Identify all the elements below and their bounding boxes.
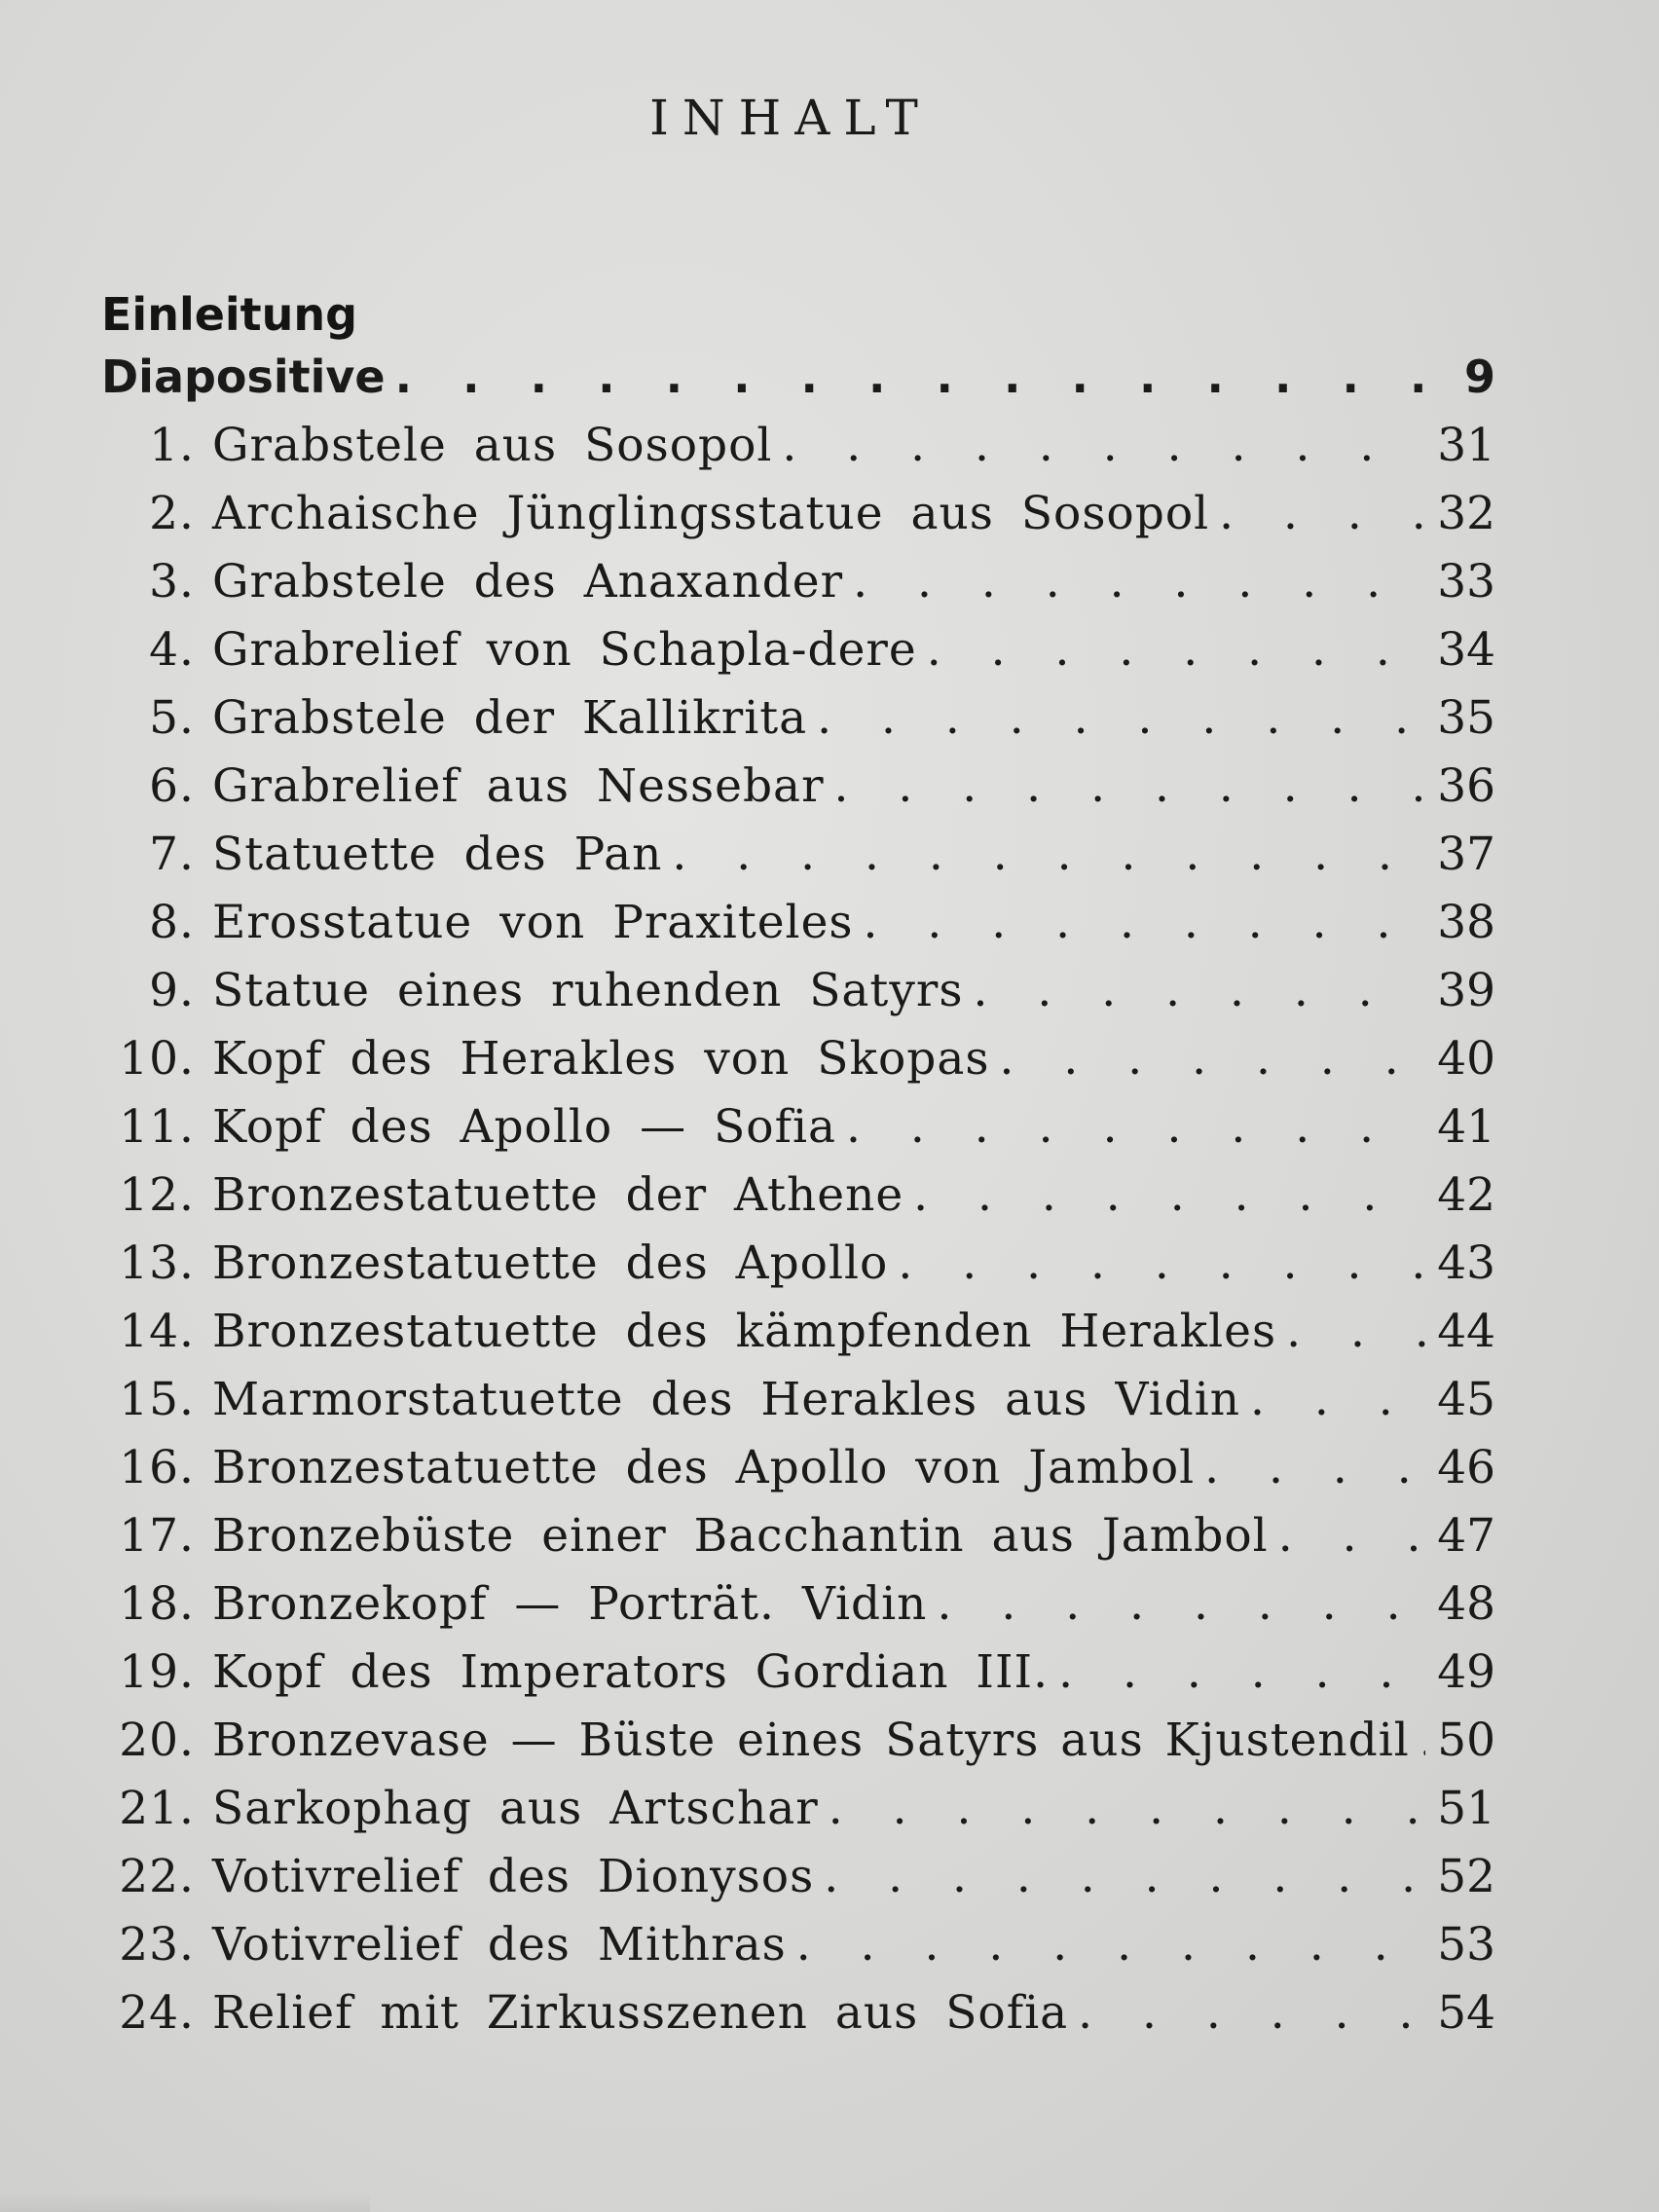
toc-number: 7. (149, 828, 195, 881)
toc-number: 11. (119, 1100, 195, 1154)
toc-title: Grabrelief von Schapla-dere (212, 623, 917, 677)
leader-dots (1078, 1986, 1425, 2040)
toc-page: 41 (1437, 1100, 1495, 1154)
toc-page: 48 (1437, 1577, 1495, 1631)
toc-number: 8. (149, 896, 195, 949)
toc-page: 50 (1437, 1714, 1495, 1767)
toc-title: Archaische Jünglingsstatue aus Sosopol (212, 487, 1210, 540)
toc-number: 20. (119, 1714, 195, 1767)
toc-entry (101, 1305, 1495, 1369)
toc-number: 2. (149, 487, 195, 540)
toc-title: Statuette des Pan (212, 828, 663, 881)
toc-number: 5. (149, 691, 195, 745)
toc-page: 47 (1437, 1509, 1495, 1563)
toc-number: 21. (119, 1782, 195, 1835)
toc-entry-diapositive (101, 350, 1495, 415)
leader-dots (898, 1236, 1425, 1290)
toc-title: Diapositive (101, 350, 386, 403)
toc-number: 14. (119, 1305, 195, 1358)
leader-dots (395, 350, 1425, 403)
toc-title: Kopf des Imperators Gordian III. (212, 1645, 1050, 1699)
toc-entry (101, 1236, 1495, 1301)
leader-dots (937, 1577, 1425, 1631)
toc-number: 24. (119, 1986, 195, 2040)
toc-entry (101, 691, 1495, 756)
leader-dots (1286, 1305, 1425, 1358)
toc-page: 45 (1437, 1373, 1495, 1426)
toc-title: Erosstatue von Praxiteles (212, 896, 854, 949)
leader-dots (796, 1918, 1425, 1972)
toc-number: 23. (119, 1918, 195, 1972)
toc-title: Bronzestatuette des kämpfenden Herakles (212, 1305, 1277, 1358)
toc-number: 15. (119, 1373, 195, 1426)
leader-dots (824, 1850, 1425, 1903)
leader-dots (1250, 1373, 1425, 1426)
leader-dots (1204, 1441, 1425, 1494)
toc-entry (101, 1100, 1495, 1164)
toc-number: 10. (119, 1032, 195, 1086)
toc-page: 40 (1437, 1032, 1495, 1086)
toc-number: 19. (119, 1645, 195, 1699)
toc-title: Grabstele aus Sosopol (212, 419, 773, 472)
toc-page: 38 (1437, 896, 1495, 949)
toc-title: Marmorstatuette des Herakles aus Vidin (212, 1373, 1240, 1426)
toc-number: 9. (149, 964, 195, 1017)
toc-title: Statue eines ruhenden Satyrs (212, 964, 964, 1017)
toc-number: 17. (119, 1509, 195, 1563)
toc-page: 36 (1437, 759, 1495, 813)
toc-page: 42 (1437, 1168, 1495, 1222)
toc-entry (101, 828, 1495, 892)
toc-page: 43 (1437, 1236, 1495, 1290)
toc-entry (101, 1441, 1495, 1505)
toc-entry (101, 964, 1495, 1028)
toc-page: 51 (1437, 1782, 1495, 1835)
toc-number: 1. (149, 419, 195, 472)
toc-title: Kopf des Apollo — Sofia (212, 1100, 837, 1154)
page-heading: INHALT (649, 90, 932, 146)
toc-entry (101, 759, 1495, 824)
toc-title: Sarkophag aus Artschar (212, 1782, 819, 1835)
leader-dots (999, 1032, 1425, 1086)
toc-entry (101, 1714, 1495, 1778)
leader-dots (853, 555, 1425, 608)
toc-page: 35 (1437, 691, 1495, 745)
toc-entry (101, 1032, 1495, 1096)
toc-page: 9 (1463, 350, 1495, 403)
section-introduction: Einleitung (101, 288, 358, 341)
toc-title: Votivrelief des Mithras (212, 1918, 787, 1972)
leader-dots (1219, 487, 1425, 540)
toc-title: Grabrelief aus Nessebar (212, 759, 825, 813)
toc-entry (101, 555, 1495, 619)
toc-entry (101, 1577, 1495, 1641)
toc-title: Bronzekopf — Porträt. Vidin (212, 1577, 928, 1631)
toc-entry (101, 1850, 1495, 1914)
leader-dots (913, 1168, 1425, 1222)
toc-page: 54 (1437, 1986, 1495, 2040)
leader-dots (829, 1782, 1425, 1835)
toc-entry (101, 1986, 1495, 2050)
leader-dots (864, 896, 1425, 949)
toc-number: 6. (149, 759, 195, 813)
toc-entry (101, 1645, 1495, 1710)
toc-page: 53 (1437, 1918, 1495, 1972)
leader-dots (782, 419, 1425, 472)
toc-entry (101, 1373, 1495, 1437)
leader-dots (846, 1100, 1425, 1154)
bottom-edge-shadow (0, 2193, 370, 2212)
toc-number: 18. (119, 1577, 195, 1631)
toc-title: Bronzestatuette des Apollo von Jambol (212, 1441, 1196, 1494)
toc-entry (101, 623, 1495, 687)
toc-title: Grabstele der Kallikrita (212, 691, 808, 745)
toc-title: Bronzebüste einer Bacchantin aus Jambol (212, 1509, 1269, 1563)
leader-dots (1058, 1645, 1425, 1699)
toc-page: 52 (1437, 1850, 1495, 1903)
toc-title: Bronzevase — Büste eines Satyrs aus Kjustendil (212, 1714, 1410, 1767)
toc-number: 13. (119, 1236, 195, 1290)
leader-dots (834, 759, 1425, 813)
toc-entry (101, 1918, 1495, 1982)
toc-number: 22. (119, 1850, 195, 1903)
toc-entry (101, 896, 1495, 960)
toc-page: 32 (1437, 487, 1495, 540)
toc-page: 34 (1437, 623, 1495, 677)
toc-page: 44 (1437, 1305, 1495, 1358)
toc-title: Kopf des Herakles von Skopas (212, 1032, 990, 1086)
toc-page: 46 (1437, 1441, 1495, 1494)
toc-page: 33 (1437, 555, 1495, 608)
toc-page: 31 (1437, 419, 1495, 472)
toc-entry (101, 419, 1495, 483)
toc-entry (101, 1509, 1495, 1573)
toc-entry (101, 1782, 1495, 1846)
leader-dots (973, 964, 1425, 1017)
toc-title: Bronzestatuette des Apollo (212, 1236, 889, 1290)
leader-dots (1419, 1714, 1425, 1767)
toc-number: 16. (119, 1441, 195, 1494)
toc-number: 4. (149, 623, 195, 677)
toc-entry (101, 1168, 1495, 1233)
toc-number: 3. (149, 555, 195, 608)
toc-page: 49 (1437, 1645, 1495, 1699)
toc-entry (101, 487, 1495, 551)
toc-page: 39 (1437, 964, 1495, 1017)
leader-dots (1278, 1509, 1425, 1563)
leader-dots (672, 828, 1425, 881)
toc-title: Relief mit Zirkusszenen aus Sofia (212, 1986, 1069, 2040)
toc-title: Grabstele des Anaxander (212, 555, 844, 608)
toc-title: Bronzestatuette der Athene (212, 1168, 904, 1222)
toc-page: 37 (1437, 828, 1495, 881)
leader-dots (817, 691, 1425, 745)
leader-dots (927, 623, 1425, 677)
toc-number: 12. (119, 1168, 195, 1222)
toc-title: Votivrelief des Dionysos (212, 1850, 815, 1903)
